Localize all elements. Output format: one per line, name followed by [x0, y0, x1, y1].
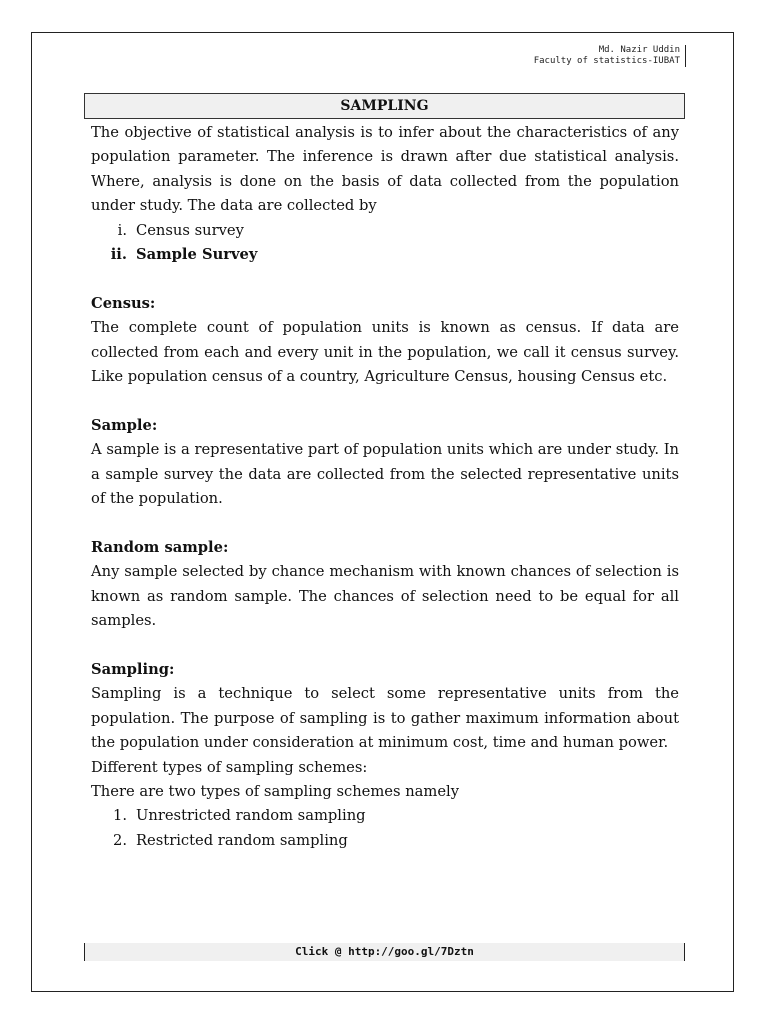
sampling-schemes-line: There are two types of sampling schemes namely [91, 782, 460, 800]
sample-paragraph: A sample is a representative part of population units which are under study. In a sample survey the data are collected from the selected representative units of the population. [91, 441, 679, 508]
list-item-number: i. [117, 221, 127, 239]
list-item-label: Unrestricted random sampling [136, 807, 366, 825]
sample-heading: Sample: [91, 416, 158, 434]
page-title: SAMPLING [84, 93, 685, 119]
sampling-heading: Sampling: [91, 660, 175, 678]
random-sample-paragraph: Any sample selected by chance mechanism with known chances of selection is known as random sample. The chances of selection need to be equal for all samples. [91, 563, 679, 630]
document-body [91, 121, 679, 853]
list-item [91, 219, 679, 243]
list-item-label: Sample Survey [136, 246, 258, 264]
author-affiliation: Faculty of statistics-IUBAT [533, 56, 680, 66]
author-header [534, 45, 686, 67]
census-heading: Census: [91, 294, 156, 312]
list-item [91, 804, 679, 828]
list-item [91, 829, 679, 853]
random-sample-heading: Random sample: [91, 538, 229, 556]
list-item-number: ii. [110, 246, 127, 264]
author-name: Md. Nazir Uddin [598, 45, 680, 55]
sampling-paragraph: Sampling is a technique to select some representative units from the population. The purpose of sampling is to gather maximum information about the population under consideration at minimum cost, time and human power. [91, 685, 679, 752]
document-page [31, 32, 734, 992]
list-item [91, 243, 679, 267]
list-item-number: 2. [112, 831, 127, 849]
intro-paragraph: The objective of statistical analysis is to infer about the characteristics of any population parameter. The inference is drawn after due statistical analysis. Where, analysis is done on the basis of data collected from the population under study. The data are collected by [91, 124, 679, 215]
census-paragraph: The complete count of population units is known as census. If data are collected from each and every unit in the population, we call it census survey. Like population census of a country, Agriculture Census, housing Census etc. [91, 319, 679, 386]
list-item-number: 1. [112, 807, 127, 825]
list-item-label: Restricted random sampling [136, 831, 348, 849]
sampling-types-line: Different types of sampling schemes: [91, 758, 368, 776]
footer-link[interactable]: Click @ http://goo.gl/7Dztn [84, 943, 685, 961]
list-item-label: Census survey [136, 221, 244, 239]
